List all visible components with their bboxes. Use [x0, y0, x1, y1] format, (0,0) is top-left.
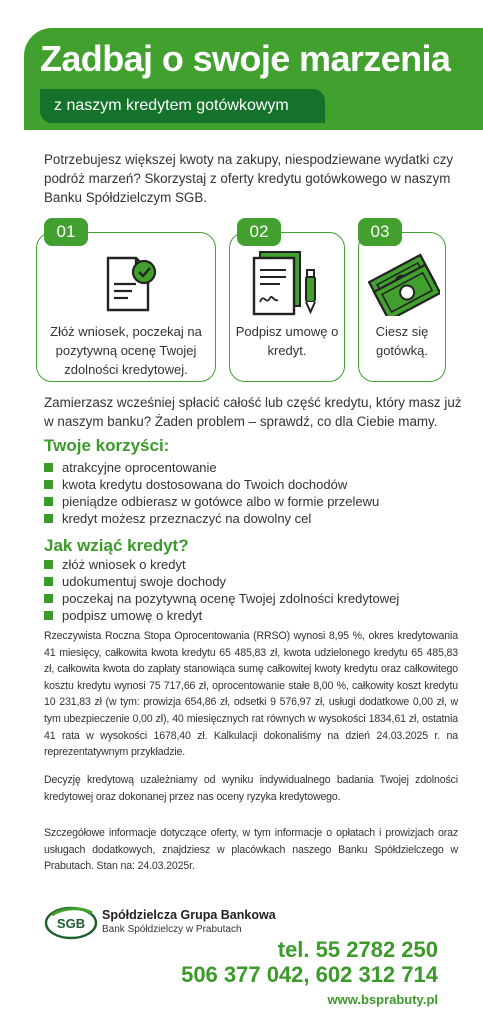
bullet-square-icon	[44, 497, 53, 506]
list-item: kredyt możesz przeznaczyć na dowolny cel	[44, 510, 464, 527]
list-item: poczekaj na pozytywną ocenę Twojej zdolności kredytowej	[44, 590, 464, 607]
step-badge-3: 03	[358, 218, 402, 246]
early-repayment-paragraph: Zamierzasz wcześniej spłacić całość lub część kredytu, który masz już w naszym banku? Żaden problem – sprawdź, co dla Ciebie mamy.	[44, 395, 462, 429]
step-badge-1: 01	[44, 218, 88, 246]
bullet-square-icon	[44, 594, 53, 603]
benefits-list	[44, 459, 464, 527]
details-disclaimer: Szczegółowe informacje dotyczące oferty, w tym informacje o opłatach i prowizjach oraz usługach dodatkowych, znajdziesz w placówkach naszego Banku Spółdzielczego w Prabutach. Stan na: 24.03.2025r.	[44, 827, 458, 873]
rrso-disclaimer: Rzeczywista Roczna Stopa Oprocentowania (RRSO) wynosi 8,95 %, okres kredytowania 41 miesięcy, całkowita kwota kredytu 65 485,83 zł, kwota udzielonego kredytu 65 485,83 zł, całkowita kwota do zapłaty stanowiąca sumę całkowitej kwoty kredytu oraz całkowitego kosztu kredytu wynosi 75 717,66 zł, oprocentowanie stałe 8,00 %, całkowity koszt kredytu 10 231,83 zł (w tym: prowizja 654,86 zł, odsetki 9 576,97 zł, usługi dodatkowe 0,00 zł, w tym ubezpieczenie 0,00 zł), 40 miesięcznych rat równych w wysokości 1834,61 zł, ostatnia 41 rata w wysokości 1678,40 zł. Kalkulacji dokonaliśmy na dzień 24.03.2025 r. na reprezentatywnym przykładzie.	[44, 630, 458, 759]
bullet-square-icon	[44, 463, 53, 472]
contract-pen-icon	[250, 248, 326, 323]
list-item: pieniądze odbierasz w gotówce albo w formie przelewu	[44, 493, 464, 510]
bullet-square-icon	[44, 514, 53, 523]
intro-paragraph: Potrzebujesz większej kwoty na zakupy, niespodziewane wydatki czy podróż marzeń? Skorzystaj z oferty kredytu gotówkowego w naszym Banku Spółdzielczym SGB.	[44, 152, 454, 205]
phone-mobile: 506 377 042, 602 312 714	[181, 962, 438, 987]
benefits-heading: Twoje korzyści:	[44, 436, 170, 455]
list-item: kwota kredytu dostosowana do Twoich dochodów	[44, 476, 464, 493]
step-text-1: Złóż wniosek, poczekaj na pozytywną ocenę Twojej zdolności kredytowej.	[50, 324, 202, 377]
list-item: atrakcyjne oprocentowanie	[44, 459, 464, 476]
list-item: podpisz umowę o kredyt	[44, 607, 464, 624]
banknotes-icon	[368, 252, 440, 321]
bullet-square-icon	[44, 560, 53, 569]
list-item: złóż wniosek o kredyt	[44, 556, 464, 573]
page-subtitle: z naszym kredytem gotówkowym	[40, 89, 325, 123]
bullet-square-icon	[44, 480, 53, 489]
howto-heading: Jak wziąć kredyt?	[44, 536, 189, 555]
bullet-square-icon	[44, 577, 53, 586]
bullet-square-icon	[44, 611, 53, 620]
decision-disclaimer: Decyzję kredytową uzależniamy od wyniku indywidualnego badania Twojej zdolności kredytowej oraz dokonanej przez nas oceny ryzyka kredytowego.	[44, 774, 458, 803]
sgb-logo-text: SGB	[56, 916, 86, 931]
step-badge-2: 02	[237, 218, 281, 246]
list-item: udokumentuj swoje dochody	[44, 573, 464, 590]
step-text-3: Ciesz się gotówką.	[375, 324, 429, 358]
sgb-logo	[44, 905, 98, 946]
step-text-2: Podpisz umowę o kredyt.	[235, 324, 339, 358]
page-title: Zadbaj o swoje marzenia	[40, 38, 451, 79]
logo-subtitle: Bank Spółdzielczy w Prabutach	[102, 924, 242, 935]
phone-main: tel. 55 2782 250	[277, 937, 438, 962]
document-check-icon	[96, 250, 162, 321]
website-link[interactable]: www.bsprabuty.pl	[327, 992, 438, 1007]
howto-list	[44, 556, 464, 624]
logo-title: Spółdzielcza Grupa Bankowa	[102, 908, 276, 922]
